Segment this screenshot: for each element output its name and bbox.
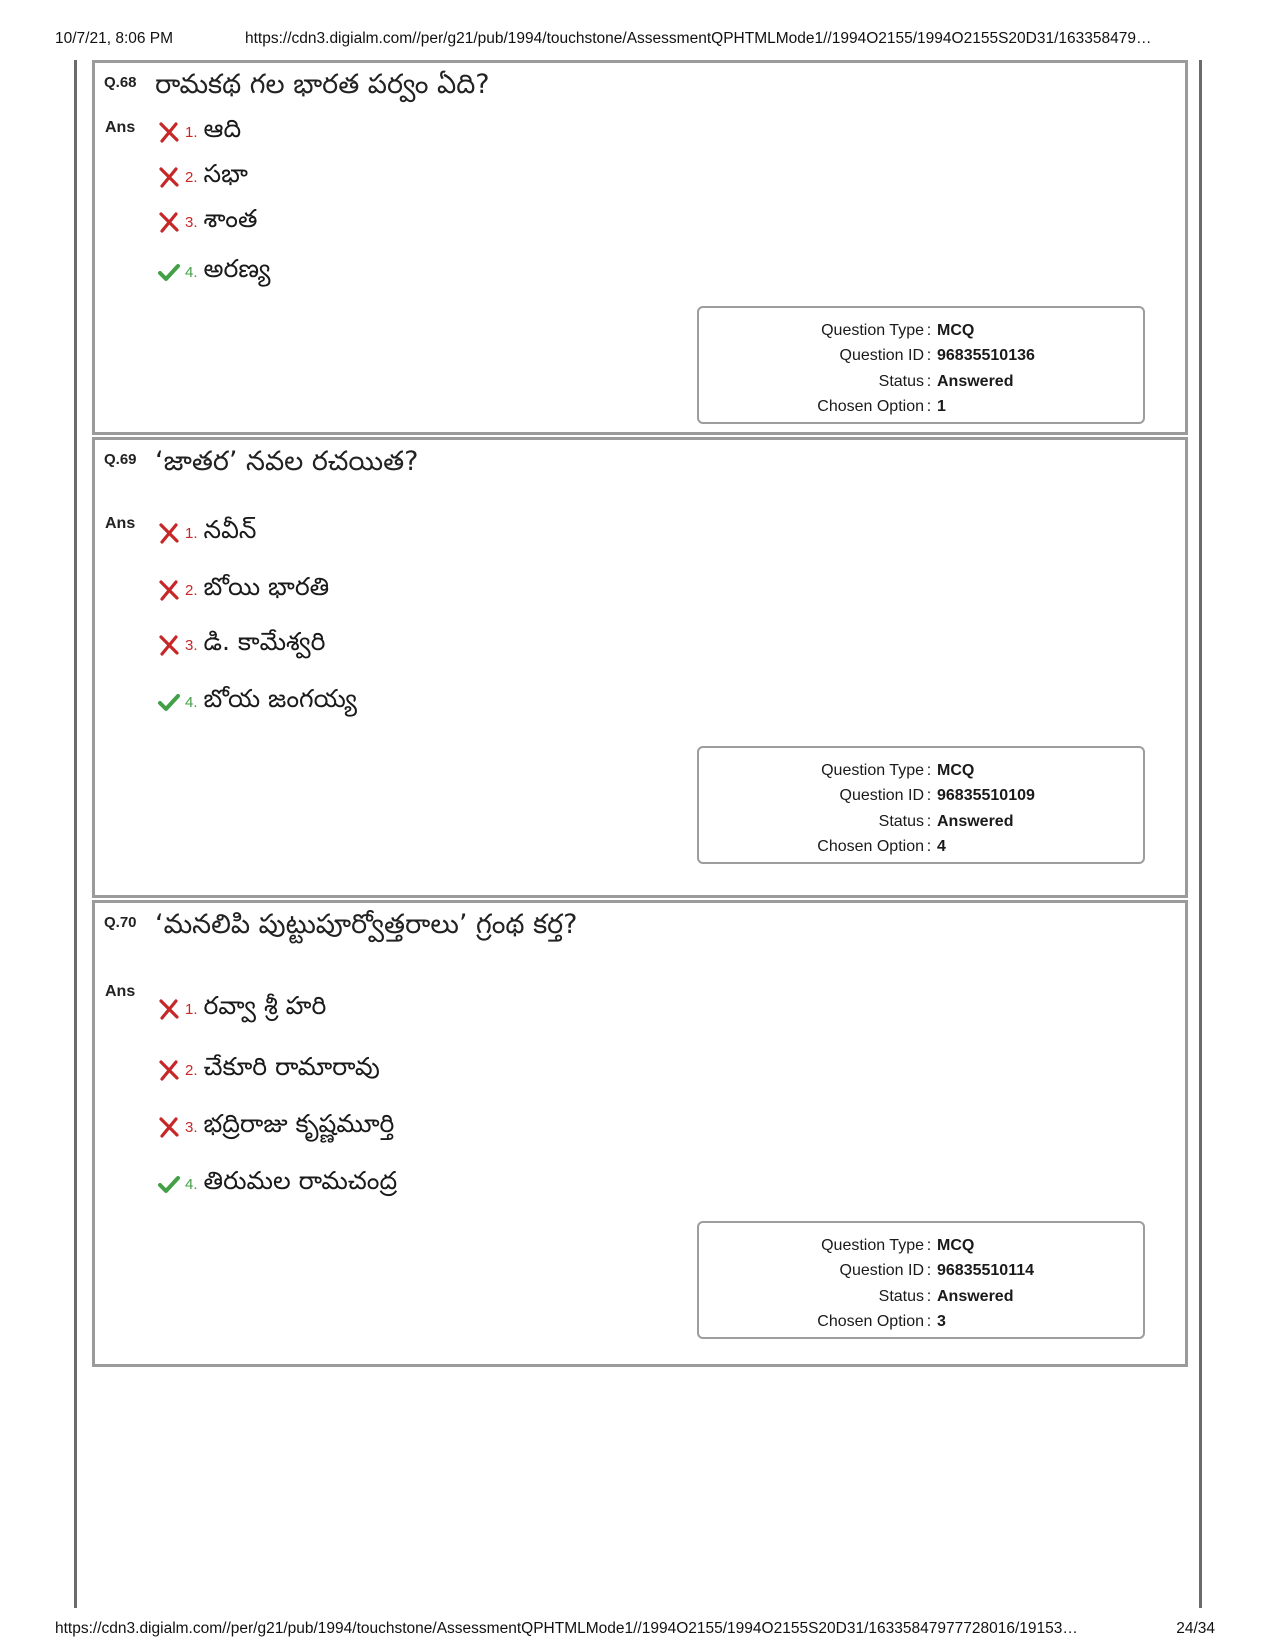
option-3 <box>157 1110 394 1144</box>
question-meta-box <box>697 1221 1145 1339</box>
option-number: 4. <box>185 1175 198 1193</box>
meta-chosen-option: Chosen Option : 1 <box>817 398 946 416</box>
question-meta-box <box>697 746 1145 864</box>
check-icon <box>157 690 181 714</box>
cross-icon <box>157 633 181 657</box>
meta-chosen-option: Chosen Option : 4 <box>817 838 946 856</box>
option-number: 3. <box>185 213 198 231</box>
print-footer-url: https://cdn3.digialm.com//per/g21/pub/1994/touchstone/AssessmentQPHTMLMode1//1994O2155/1994O2155S20D31/16335847977728016/19153… <box>55 1620 1078 1637</box>
option-3 <box>157 205 257 239</box>
question-panel <box>92 900 1188 1367</box>
ans-label: Ans <box>105 515 136 532</box>
option-text: ఆది <box>203 114 242 143</box>
option-1 <box>157 992 326 1026</box>
option-text: సభా <box>203 159 248 188</box>
option-text: శాంత <box>203 204 258 233</box>
meta-status: Status : Answered <box>878 372 1014 390</box>
option-1 <box>157 516 256 550</box>
question-panel <box>92 60 1188 435</box>
cross-icon <box>157 578 181 602</box>
option-4 <box>157 1167 397 1201</box>
cross-icon <box>157 997 181 1021</box>
question-number: Q.68 <box>104 74 137 91</box>
question-number: Q.70 <box>104 914 137 931</box>
cross-icon <box>157 120 181 144</box>
print-footer <box>55 1620 1215 1642</box>
meta-question-id: Question ID : 96835510114 <box>839 1262 1034 1280</box>
option-number: 2. <box>185 168 198 186</box>
option-text: బోయి భారతి <box>203 572 330 601</box>
ans-label: Ans <box>105 119 136 136</box>
option-2 <box>157 160 248 194</box>
option-number: 4. <box>185 693 198 711</box>
meta-question-type: Question Type : MCQ <box>821 1236 975 1254</box>
option-3 <box>157 628 325 662</box>
option-2 <box>157 573 329 607</box>
option-text: రవ్వా శ్రీ హరి <box>203 991 327 1020</box>
cross-icon <box>157 521 181 545</box>
question-panel <box>92 437 1188 898</box>
check-icon <box>157 1172 181 1196</box>
option-text: అరణ్య <box>203 254 271 283</box>
print-datetime: 10/7/21, 8:06 PM <box>55 30 174 47</box>
meta-status: Status : Answered <box>878 1287 1014 1305</box>
meta-question-id: Question ID : 96835510109 <box>839 787 1035 805</box>
option-2 <box>157 1053 380 1087</box>
option-number: 1. <box>185 123 198 141</box>
option-4 <box>157 685 357 719</box>
option-text: డి. కామేశ్వరి <box>203 627 326 656</box>
cross-icon <box>157 165 181 189</box>
option-text: భద్రిరాజు కృష్ణమూర్తి <box>203 1109 395 1138</box>
cross-icon <box>157 1058 181 1082</box>
meta-question-id: Question ID : 96835510136 <box>839 347 1035 365</box>
question-text: ‘జాతర’ నవల రచయిత? <box>155 446 419 477</box>
page-border-left <box>74 60 77 1608</box>
meta-status: Status : Answered <box>878 812 1014 830</box>
option-number: 3. <box>185 636 198 654</box>
check-icon <box>157 260 181 284</box>
option-number: 2. <box>185 1061 198 1079</box>
meta-question-type: Question Type : MCQ <box>821 761 975 779</box>
ans-label: Ans <box>105 983 136 1000</box>
option-text: బోయ జంగయ్య <box>203 684 357 713</box>
option-text: నవీన్ <box>203 515 257 544</box>
question-list <box>92 60 1188 1367</box>
cross-icon <box>157 1115 181 1139</box>
page-border-right <box>1199 60 1202 1608</box>
option-number: 1. <box>185 1000 198 1018</box>
option-number: 4. <box>185 263 198 281</box>
option-4 <box>157 255 270 289</box>
option-number: 2. <box>185 581 198 599</box>
print-header <box>55 30 1215 52</box>
option-1 <box>157 115 241 149</box>
option-text: తిరుమల రామచంద్ర <box>203 1166 398 1195</box>
question-number: Q.69 <box>104 451 137 468</box>
question-meta-box <box>697 306 1145 424</box>
question-text: రామకథ గల భారత పర్వం ఏది? <box>155 69 490 100</box>
option-number: 3. <box>185 1118 198 1136</box>
option-text: చేకూరి రామారావు <box>203 1052 380 1081</box>
print-header-url: https://cdn3.digialm.com//per/g21/pub/1994/touchstone/AssessmentQPHTMLMode1//1994O2155/1994O2155S20D31/163358479… <box>245 30 1152 47</box>
cross-icon <box>157 210 181 234</box>
option-number: 1. <box>185 524 198 542</box>
meta-chosen-option: Chosen Option : 3 <box>817 1313 946 1331</box>
question-text: ‘మనలిపి పుట్టుపూర్వోత్తరాలు’ గ్రంథ కర్త? <box>155 909 578 940</box>
meta-question-type: Question Type : MCQ <box>821 321 975 339</box>
page-number: 24/34 <box>1176 1620 1215 1637</box>
